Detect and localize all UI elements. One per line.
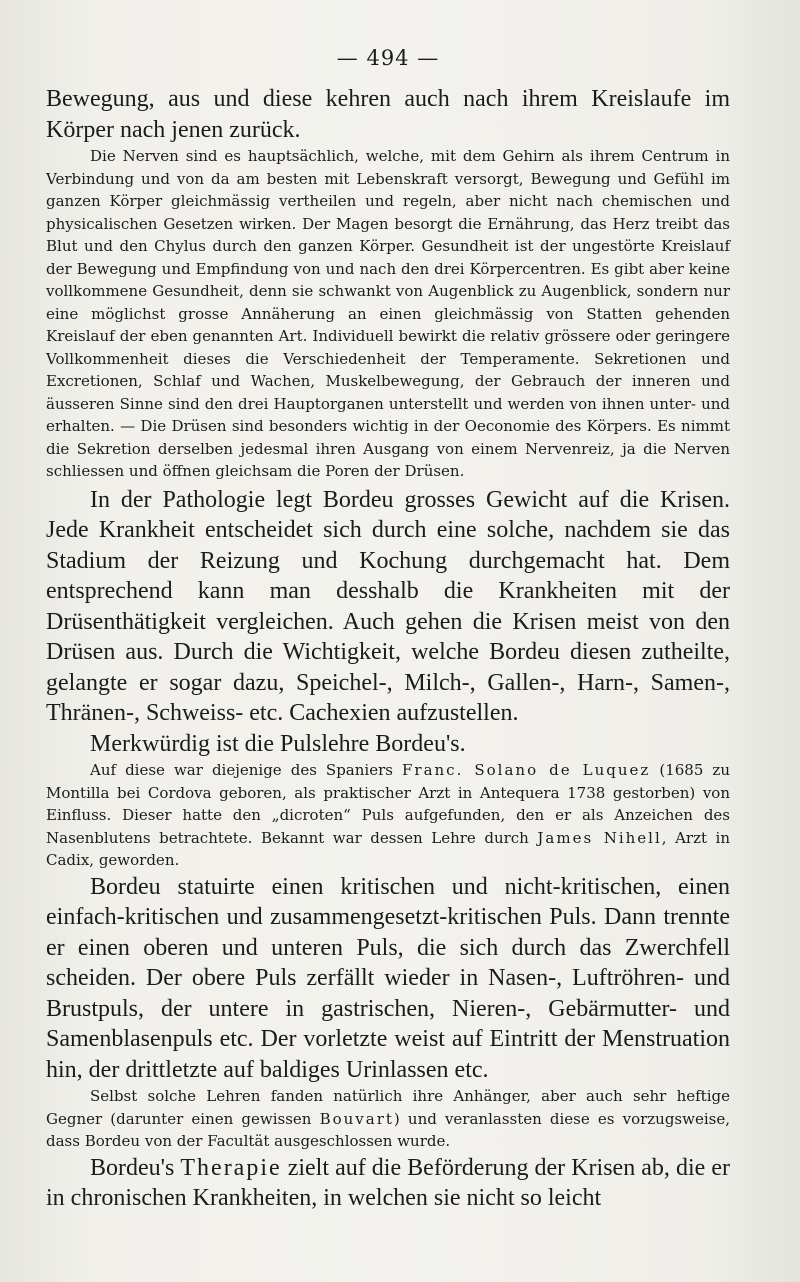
note-text-a: Auf diese war diejenige des Spaniers [90, 761, 402, 779]
opponents-text-a: Selbst solche Lehren fanden natürlich ihre Anhänger, aber auch sehr heftige Gegner (darunter einen gewissen [46, 1087, 730, 1128]
paragraph-therapy [46, 1153, 730, 1214]
paragraph-pulse-theory: Bordeu statuirte einen kritischen und nicht-kritischen, einen einfach-kritischen und zusammengesetzt-kritischen Puls. Dann trennte er einen oberen und unteren Puls, die sich durch das Zwerchfell scheiden. Der obere Puls zerfällt wieder in Nasen-, Luftröhren- und Brustpuls, der untere in gastrischen, Nieren-, Gebärmutter- und Samenblasenpuls etc. Der vorletzte weist auf Eintritt der Menstruation hin, der drittletzte auf baldiges Urinlassen etc. [46, 873, 730, 1083]
spaced-word-therapie: Therapie [180, 1154, 282, 1181]
spaced-name-solano: Franc. Solano de Luquez [401, 761, 651, 779]
spaced-name-nihell: James Nihell [537, 828, 662, 847]
page-number: — 494 — [336, 46, 440, 70]
paragraph-solano-note [46, 759, 730, 872]
note-text-b: (1685 zu Montilla bei Cordova geboren, als praktischer Arzt in Antequera 1738 gestorben) von Einfluss. Dieser hatte den „dicroten“ Puls aufgefunden, den er als Anzeichen des Nasenblutens betrachtete. Bekannt war dessen Lehre durch [46, 761, 730, 847]
therapy-text-b: zielt auf die Beförderung der Krisen ab, die er in chronischen Krankheiten, in welchen sie nicht so leicht [46, 1154, 730, 1211]
opponents-text-b: ) und veranlassten diese es vorzugsweise, dass Bordeu von der Facultät ausgeschlossen wurde. [46, 1109, 730, 1150]
note-text-c: , Arzt in Cadix, geworden. [46, 828, 730, 869]
paragraph-opponents-note [46, 1085, 730, 1153]
paragraph-pathology: In der Pathologie legt Bordeu grosses Gewicht auf die Krisen. Jede Krankheit entscheidet sich durch eine solche, nachdem sie das Stadium der Reizung und Kochung durchgemacht hat. Dem entsprechend kann man desshalb die Krankheiten mit der Drüsenthätigkeit vergleichen. Auch gehen die Krisen meist von den Drüsen aus. Durch die Wichtigkeit, welche Bordeu diesen zutheilte, gelangte er sogar dazu, Speichel-, Milch-, Gallen-, Harn-, Samen-, Thränen-, Schweiss- etc. Cachexien aufzustellen. [46, 486, 730, 726]
paragraph-continuation: Bewegung, aus und diese kehren auch nach ihrem Kreislaufe im Körper nach jenen zurück. [46, 86, 730, 143]
paragraph-pulse-heading: Merkwürdig ist die Pulslehre Bordeu's. [90, 730, 466, 757]
spaced-name-bouvart: Bouvart [319, 1109, 394, 1128]
paragraph-nerves: Die Nerven sind es hauptsächlich, welche, mit dem Gehirn als ihrem Centrum in Verbindung und von da am besten mit Lebenskraft versorgt, Bewegung und Gefühl im ganzen Körper gleichmässig vertheilen und regeln, aber nicht nach chemischen und physicalischen Gesetzen wirken. Der Magen besorgt die Ernährung, das Herz treibt das Blut und den Chylus durch den ganzen Körper. Gesundheit ist der ungestörte Kreislauf der Bewegung und Empfindung von und nach den drei Körpercentren. Es gibt aber keine vollkommene Gesundheit, denn sie schwankt von Augenblick zu Augenblick, sondern nur eine möglichst grosse Annäherung an einen gleichmässig von Statten gehenden Kreislauf der eben genannten Art. Individuell bewirkt die relativ grössere oder geringere Vollkommenheit dieses die Verschiedenheit der Temperamente. Sekretionen und Excretionen, Schlaf und Wachen, Muskelbewegung, der Gebrauch der inneren und äusseren Sinne sind den drei Hauptorganen unterstellt und werden von ihnen unter- und erhalten. — Die Drüsen sind besonders wichtig in der Oeconomie des Körpers. Es nimmt die Sekretion derselben jedesmal ihren Ausgang von einem Nervenreiz, ja die Nerven schliessen und öffnen gleichsam die Poren der Drüsen. [46, 147, 730, 480]
therapy-text-a: Bordeu's [90, 1154, 181, 1181]
